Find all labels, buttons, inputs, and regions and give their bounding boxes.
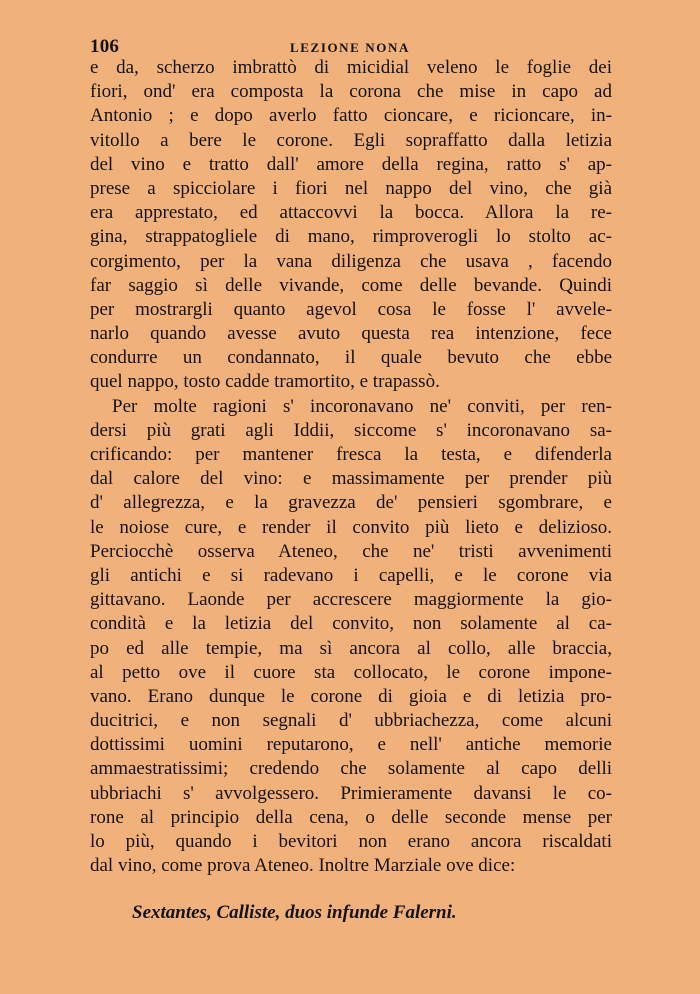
text-line: al petto ove il cuore sta collocato, le corone impone- [90,661,612,683]
text-line: dal calore del vino: e massimamente per prender più [90,468,612,490]
text-line: prese a spicciolare i fiori nel nappo del vino, che già [90,177,612,199]
paragraph [90,395,612,879]
page-number: 106 [90,36,120,57]
text-line: po ed alle tempie, ma sì ancora al collo, alle braccia, [90,637,612,659]
text-line: era apprestato, ed attaccovvi la bocca. Allora la re- [90,202,612,224]
text-line: condurre un condannato, il quale bevuto che ebbe [90,347,612,369]
text-line: corgimento, per la vana diligenza che usava , facendo [90,250,612,272]
page-header [90,30,612,56]
paragraph-continued [90,56,612,395]
text-line: crificando: per mantener fresca la testa, e difenderla [90,444,612,465]
running-head: LEZIONE NONA [290,40,410,55]
text-line: per mostrargli quanto agevol cosa le fosse l' avvele- [90,298,612,320]
text-line: quel nappo, tosto cadde tramortito, e trapassò. [90,371,440,393]
text-line: fiori, ond' era composta la corona che mise in capo ad [90,81,612,103]
body-text [90,56,612,878]
text-line: ducitrici, e non segnali d' ubbriachezza, come alcuni [90,710,612,732]
text-line: far saggio sì delle vivande, come delle bevande. Quindi [90,274,612,296]
text-line: d' allegrezza, e la gravezza de' pensieri sgombrare, e [90,492,612,514]
book-page [90,30,612,878]
text-line: gittavano. Laonde per accrescere maggiormente la gio- [90,589,612,611]
text-line: Per molte ragioni s' incoronavano ne' conviti, per ren- [112,395,612,417]
text-line: e da, scherzo imbrattò di micidial veleno le foglie dei [90,57,612,78]
latin-quotation: Sextantes, Calliste, duos infunde Falerni. [132,902,457,923]
text-line: Perciocchè osserva Ateneo, che ne' tristi avvenimenti [90,540,612,562]
text-line: vano. Erano dunque le corone di gioia e di letizia pro- [90,685,612,707]
text-line: ammaestratissimi; credendo che solamente al capo delli [90,758,612,780]
text-line: lo più, quando i bevitori non erano ancora riscaldati [90,831,612,852]
text-line: narlo quando avesse avuto questa rea intenzione, fece [90,323,612,345]
text-line: del vino e tratto dall' amore della regina, ratto s' ap- [90,153,612,175]
text-line: ubbriachi s' avvolgessero. Primieramente davansi le co- [90,782,612,804]
text-line: condità e la letizia del convito, non solamente al ca- [90,613,612,635]
text-line: gli antichi e si radevano i capelli, e le corone via [90,564,612,586]
text-line: dal vino, come prova Ateneo. Inoltre Marziale ove dice: [90,855,516,877]
text-line: Antonio ; e dopo averlo fatto cioncare, e ricioncare, in- [90,105,612,127]
text-line: dottissimi uomini reputarono, e nell' antiche memorie [90,734,612,756]
text-line: rone al principio della cena, o delle seconde mense per [90,806,612,828]
text-line: le noiose cure, e render il convito più lieto e delizioso. [90,516,612,538]
text-line: gina, strappatogliele di mano, rimproverogli lo stolto ac- [90,226,612,248]
text-line: vitollo a bere le corone. Egli sopraffatto dalla letizia [90,129,612,151]
text-line: dersi più grati agli Iddii, siccome s' incoronavano sa- [90,419,612,441]
